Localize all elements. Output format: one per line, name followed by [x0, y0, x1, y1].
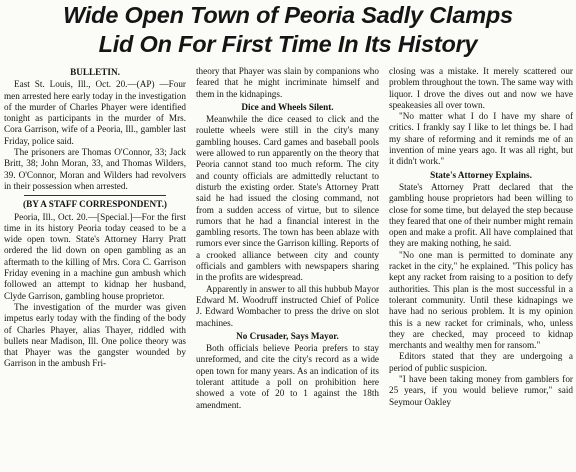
bulletin-paragraph: East St. Louis, Ill., Oct. 20.—(AP) —Four men arrested here early today in the investigation of the murder of Charles Phayer were identified tonight as participants in the murder of Mrs. Cora Garrison, wife of a Peoria, Ill., gambler last Friday, police said. [4, 79, 186, 146]
subheading: No Crusader, Says Mayor. [236, 330, 339, 341]
article-paragraph: closing was a mistake. It merely scattered our problem throughout the town. The same way with liquor. I drove the dives out and now we have speakeasies all over town. [389, 66, 573, 110]
article-paragraph: Apparently in answer to all this hubbub Mayor Edward M. Woodruff instructed Chief of Police J. Edward Wombacher to press the drive on slot machines. [196, 283, 379, 328]
byline: (BY A STAFF CORRESPONDENT.) [23, 199, 167, 210]
article-paragraph: "No matter what I do I have my share of critics. I frankly say I like to let things be. I had my share of reforming and it reminds me of an invention of mine years ago. It was all right, but it didn't work." [389, 111, 573, 167]
bulletin-paragraph: The prisoners are Thomas O'Connor, 33; Jack Britt, 38; John Moran, 33, and Thomas Wilders, 39. O'Connor, Moran and Wilders had revolvers in their possession when arrested. [4, 147, 186, 191]
subheading: State's Attorney Explains. [430, 169, 532, 180]
article-paragraph: "I have been taking money from gamblers for 25 years, if you would believe rumor," said Seymour Oakley [389, 374, 573, 407]
article-paragraph: theory that Phayer was slain by companions who feared that he might incriminate himself and them in the kidnapings. [196, 66, 379, 99]
article-paragraph: Meanwhile the dice ceased to click and the roulette wheels were still in the city's many gambling houses. Card games and baseball pools were allowed to run apparently on the theory that Peoria cannot stand too much reform. The city and county officials are admittedly reluctant to disturb the existing order. State's Attorney Pratt said he had issued the closing command, not from a sudden access of virtue, but to silence rumors that he had a financial interest in the gambling resorts. The town has been ablaze with rumors ever since the Garrison killing. Reports of a crooked alliance between city and county officials and gamblers with newspapers sharing in the profits are widespread. [196, 114, 379, 283]
article-column-3 [389, 66, 573, 472]
headline-line-2: Lid On For First Time In Its History [98, 31, 478, 57]
article-paragraph: Both officials believe Peoria prefers to stay unreformed, and cite the city's record as a wide open town for many years. As an indication of its tolerant attitude a poll on prohibition here showed a vote of 20 to 1 against the 18th amendment. [196, 343, 379, 410]
article-paragraph: The investigation of the murder was given impetus early today with the finding of the body of Charles Phayer, alias Thayer, riddled with bullets near Madison, Ill. One police theory was that Phayer was the gangster wounded by Garrison in the ambush Fri- [4, 301, 186, 369]
headline-line-1: Wide Open Town of Peoria Sadly Clamps [63, 2, 513, 28]
subheading: Dice and Wheels Silent. [241, 101, 334, 112]
column-divider-rule [24, 195, 166, 196]
article-paragraph: Editors stated that they are undergoing a period of public suspicion. [389, 351, 573, 373]
article-paragraph: "No one man is permitted to dominate any racket in the city," he explained. "This policy has kept any racket from raising to a position to defy authorities. This plan is the most successful in a tolerant community. Until these kidnapings we have had no serious problem. It is my opinion this is a new racket for criminals, who, unless they are checked, may proceed to kidnap merchants and wealthy men for ransom." [389, 249, 573, 351]
bulletin-dateline: BULLETIN. [70, 67, 120, 77]
article-column-2 [196, 66, 379, 472]
article-paragraph: Peoria, Ill., Oct. 20.—[Special.]—For the first time in its history Peoria today ceased to be a wide open town. State's Attorney Harry Pratt ordered the lid down on open gambling as an aftermath to the killing of Mrs. Cora C. Garrison Friday evening in a machine gun ambush which followed an attempt to kidnap her husband, Clyde Garrison, gambling house proprietor. [4, 211, 186, 301]
article-column-1 [4, 66, 186, 472]
article-paragraph: State's Attorney Pratt declared that the gambling house proprietors had been willing to close for some time, but delayed the step because they feared that one of their number might remain open and make a profit. All have complained that they are making nothing, he said. [389, 181, 573, 249]
